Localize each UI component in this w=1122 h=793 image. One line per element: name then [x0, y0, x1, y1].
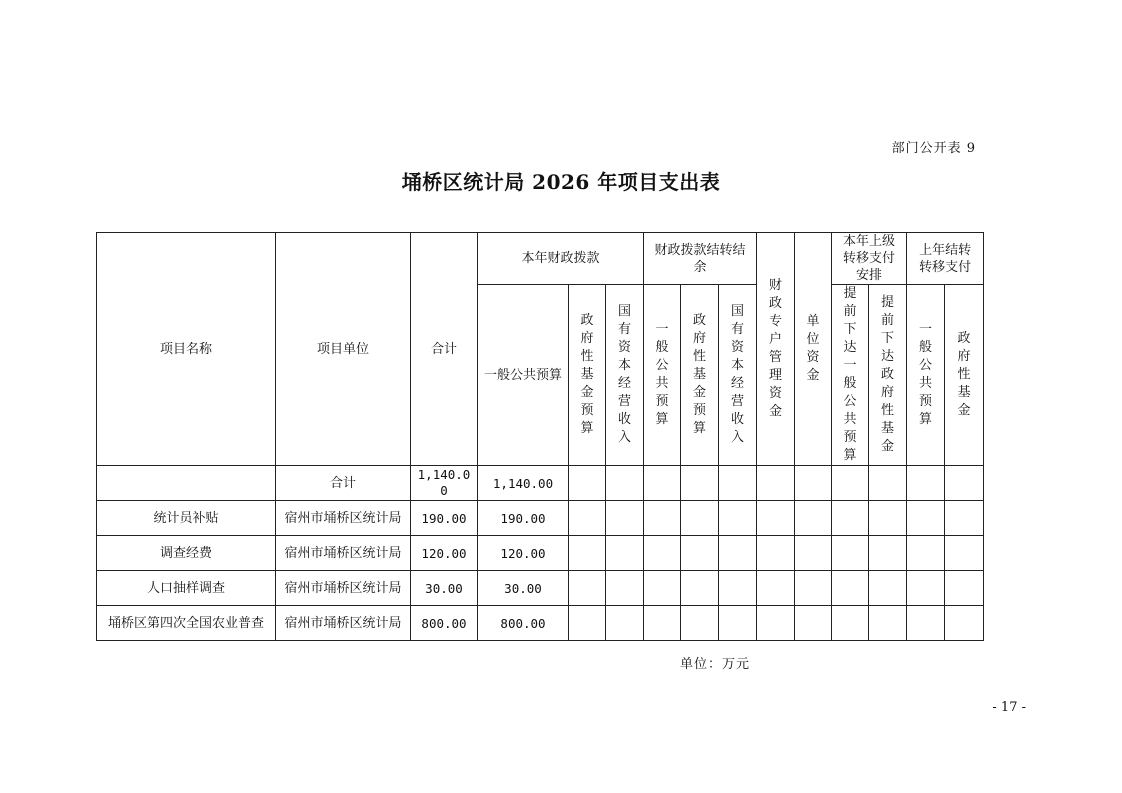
row-project-unit: 宿州市埇桥区统计局 [276, 606, 411, 641]
row-total: 30.00 [411, 571, 478, 606]
table-row [97, 536, 984, 571]
row-project-unit: 宿州市埇桥区统计局 [276, 501, 411, 536]
row-general: 800.00 [478, 606, 569, 641]
row-general: 30.00 [478, 571, 569, 606]
header-carry-state-capital: 国有资本经营收入 [719, 285, 757, 466]
project-expenditure-table [96, 232, 984, 641]
row-total: 800.00 [411, 606, 478, 641]
row-total: 190.00 [411, 501, 478, 536]
header-special-mgmt-funds: 财政专户管理资金 [757, 233, 795, 466]
total-row-total: 1,140.00 [411, 466, 478, 501]
table-row [97, 571, 984, 606]
header-prev-transfer: 上年结转转移支付 [907, 233, 984, 285]
header-general-public-budget: 一般公共预算 [478, 285, 569, 466]
row-project-name: 调查经费 [97, 536, 276, 571]
header-carryover: 财政拨款结转结余 [644, 233, 757, 285]
row-general: 190.00 [478, 501, 569, 536]
total-row-general: 1,140.00 [478, 466, 569, 501]
total-row-name [97, 466, 276, 501]
page-number: - 17 - [992, 700, 1026, 715]
header-unit-funds: 单位资金 [795, 233, 832, 466]
header-project-name: 项目名称 [97, 233, 276, 466]
table-row [97, 606, 984, 641]
row-project-name: 人口抽样调查 [97, 571, 276, 606]
row-project-unit: 宿州市埇桥区统计局 [276, 571, 411, 606]
header-project-unit: 项目单位 [276, 233, 411, 466]
total-row-label: 合计 [276, 466, 411, 501]
total-row [97, 466, 984, 501]
row-project-name: 埇桥区第四次全国农业普查 [97, 606, 276, 641]
header-prev-gov-fund: 政府性基金 [945, 285, 984, 466]
unit-note: 单位：万元 [680, 657, 751, 672]
row-total: 120.00 [411, 536, 478, 571]
form-number-label: 部门公开表 9 [891, 141, 976, 156]
header-row-1 [97, 233, 984, 285]
header-carry-general: 一般公共预算 [644, 285, 681, 466]
header-upper-transfer: 本年上级转移支付安排 [832, 233, 907, 285]
table-row [97, 501, 984, 536]
row-project-unit: 宿州市埇桥区统计局 [276, 536, 411, 571]
header-carry-gov-fund: 政府性基金预算 [681, 285, 719, 466]
header-advance-general: 提前下达一般公共预算 [832, 285, 869, 466]
row-project-name: 统计员补贴 [97, 501, 276, 536]
row-general: 120.00 [478, 536, 569, 571]
header-advance-gov-fund: 提前下达政府性基金 [869, 285, 907, 466]
header-state-capital-budget: 国有资本经营收入 [606, 285, 644, 466]
page-title: 埇桥区统计局 2026 年项目支出表 [401, 170, 721, 194]
header-current-year-allocation: 本年财政拨款 [478, 233, 644, 285]
header-gov-fund-budget: 政府性基金预算 [569, 285, 606, 466]
header-total: 合计 [411, 233, 478, 466]
header-prev-general: 一般公共预算 [907, 285, 945, 466]
